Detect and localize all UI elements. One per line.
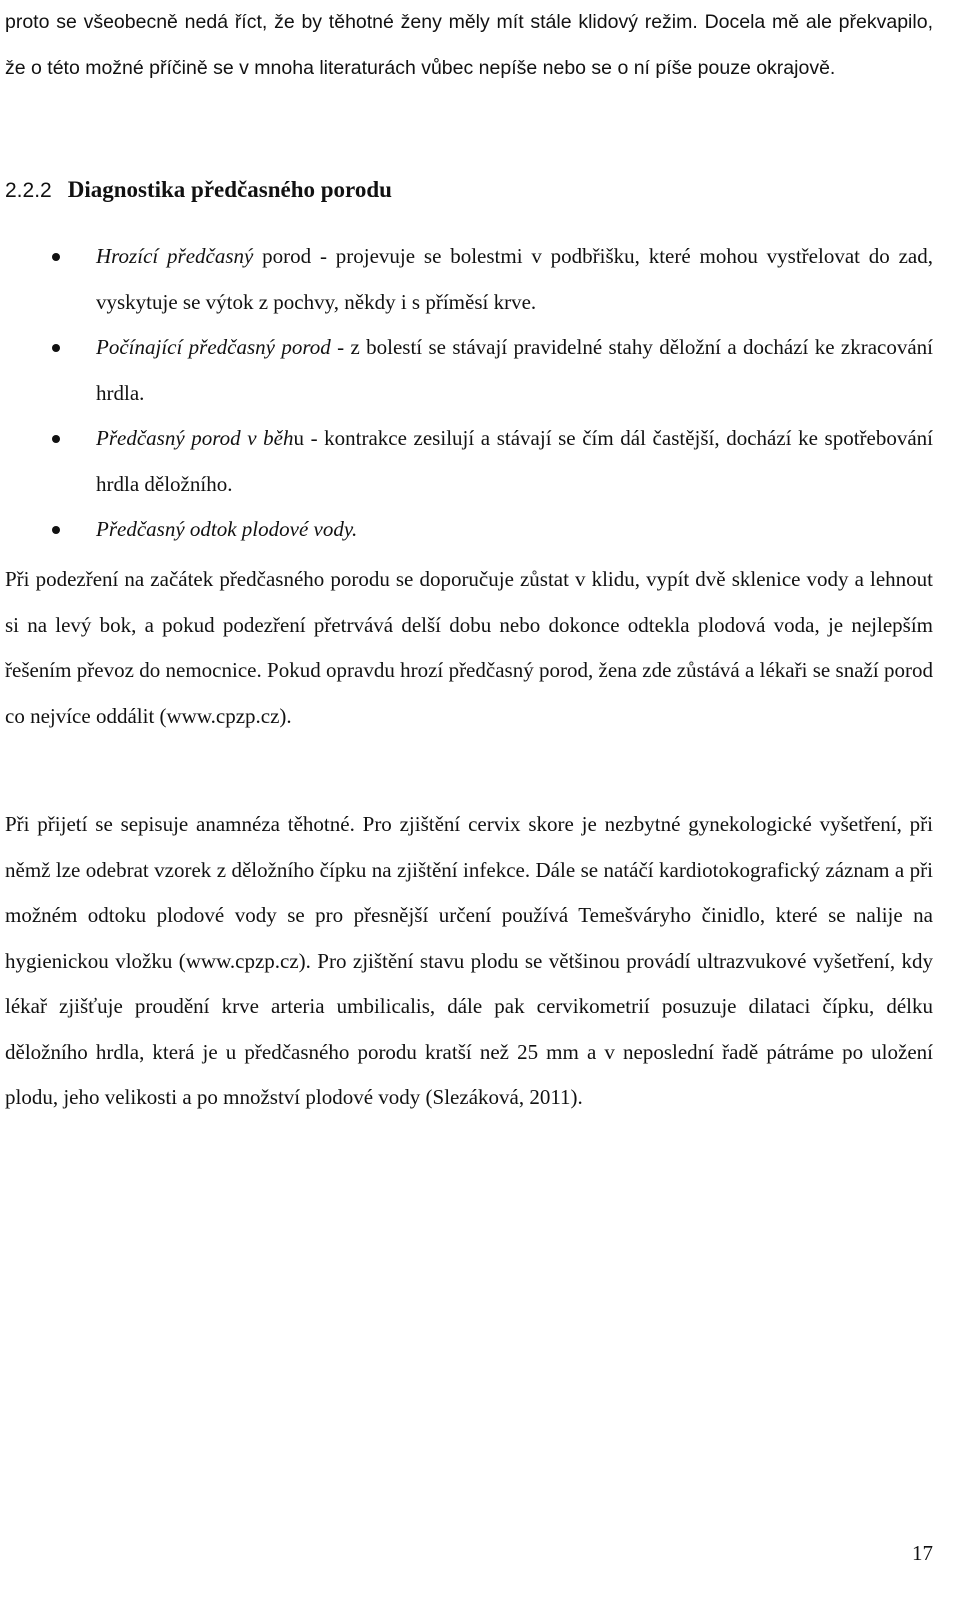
- list-item: [52, 416, 933, 507]
- bullet-term: Předčasný porod v běh: [96, 426, 294, 450]
- list-item: [52, 507, 933, 553]
- paragraph-text: Při přijetí se sepisuje anamnéza těhotné. Pro zjištění cervix skore je nezbytné gynekologické vyšetření, při němž lze odebrat vzorek z děložního čípku na zjištění infekce. Dále se natáčí kardiotokografický záznam a při možném odtoku plodové vody se pro přesnější určení používá Temešváryho činidlo, které se nalije na hygienickou vložku (www.cpzp.cz). Pro zjištění stavu plodu se většinou provádí ultrazvukové vyšetření, kdy lékař zjišťuje proudění krve arteria umbilicalis, dále pak cervikometrií posuzuje dilataci čípku, délku děložního hrdla, která je u předčasného porodu kratší než 25 mm a v neposlední řadě pátráme po uložení plodu, jeho velikosti a po množství plodové vody (Slezáková, 2011).: [5, 812, 933, 1109]
- section-title: Diagnostika předčasného porodu: [67, 177, 392, 202]
- intro-paragraph: [5, 0, 933, 91]
- bullet-icon: [52, 253, 60, 261]
- body-paragraph-2: [5, 802, 933, 1121]
- bullet-text: y.: [343, 517, 358, 541]
- list-item: [52, 234, 933, 325]
- bullet-text: u - kontrakce zesilují a stávají se čím dál častější, dochází ke spotřebování hrdla děložního.: [96, 426, 933, 496]
- body-paragraph-1: [5, 557, 933, 739]
- page-number: 17: [912, 1541, 933, 1565]
- bullet-term: Hrozící předčasný: [96, 244, 254, 268]
- bullet-term: Počínající předčasný porod: [96, 335, 331, 359]
- intro-text: proto se všeobecně nedá říct, že by těhotné ženy měly mít stále klidový režim. Docela mě ale překvapilo, že o této možné příčině se v mnoha literaturách vůbec nepíše nebo se o ní píše pouze okrajově.: [5, 11, 933, 79]
- bullet-term: Předčasný odtok plodové vod: [96, 517, 344, 541]
- paragraph-text: Při podezření na začátek předčasného porodu se doporučuje zůstat v klidu, vypít dvě sklenice vody a lehnout si na levý bok, a pokud podezření přetrvává delší dobu nebo dokonce odtekla plodová voda, je nejlepším řešením převoz do nemocnice. Pokud opravdu hrozí předčasný porod, žena zde zůstává a lékaři se snaží porod co nejvíce oddálit (www.cpzp.cz).: [5, 567, 933, 728]
- section-heading: [5, 170, 392, 211]
- bullet-icon: [52, 435, 60, 443]
- section-number: 2.2.2: [5, 179, 52, 202]
- bullet-text: porod - projevuje se bolestmi v podbřišku, které mohou vystřelovat do zad, vyskytuje se výtok z pochvy, někdy i s příměsí krve.: [96, 244, 933, 314]
- bullet-list: [52, 234, 933, 553]
- bullet-text: - z bolestí se stávají pravidelné stahy děložní a dochází ke zkracování hrdla.: [96, 335, 933, 405]
- bullet-icon: [52, 344, 60, 352]
- list-item: [52, 325, 933, 416]
- bullet-icon: [52, 526, 60, 534]
